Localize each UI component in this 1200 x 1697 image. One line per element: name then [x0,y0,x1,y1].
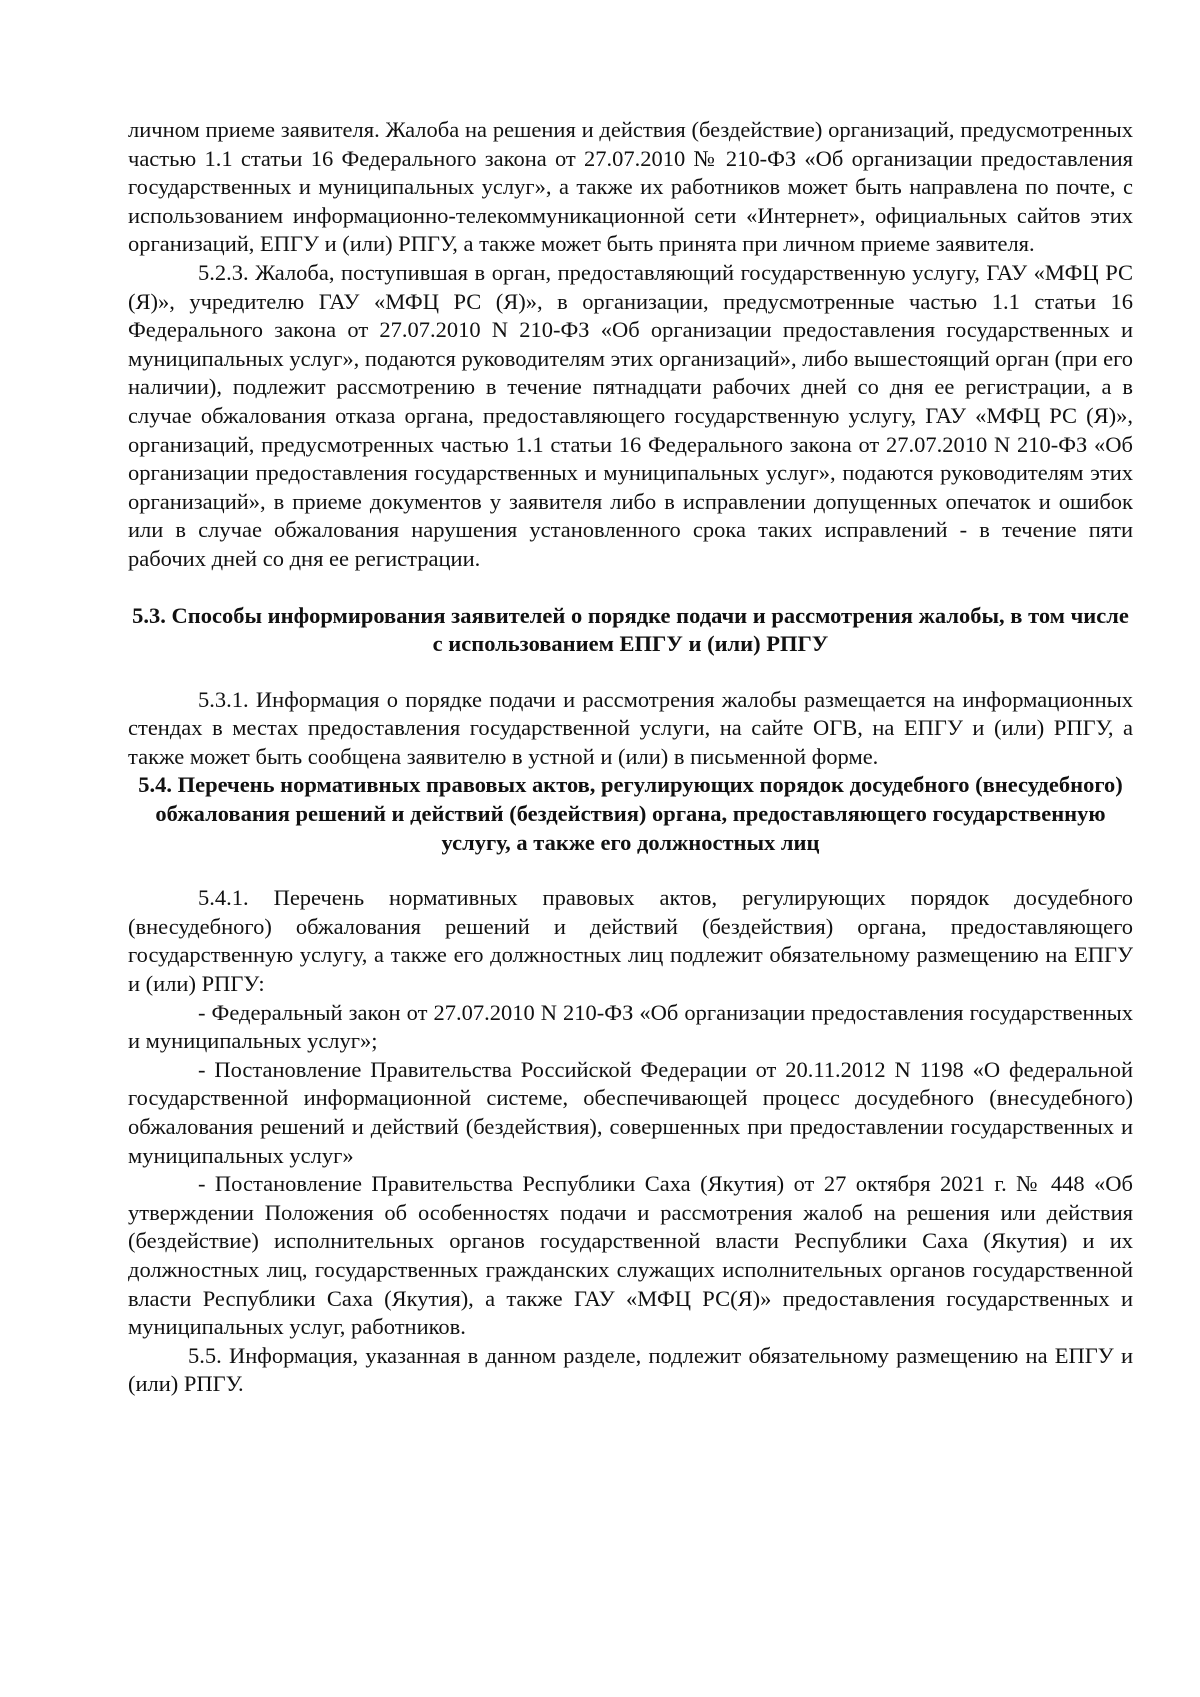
paragraph-5-3-1: 5.3.1. Информация о порядке подачи и рассмотрения жалобы размещается на информационных стендах в местах предоставления государственной услуги, на сайте ОГВ, на ЕПГУ и (или) РПГУ, а также может быть сообщена заявителю в устной и (или) в письменной форме. [128,686,1133,769]
heading-5-3: 5.3. Способы информирования заявителей о порядке подачи и рассмотрения жалобы, в том числе с использованием ЕПГУ и (или) РПГУ [132,602,1129,657]
list-item-federal-law: - Федеральный закон от 27.07.2010 N 210-ФЗ «Об организации предоставления государственных и муниципальных услуг»; [128,999,1133,1054]
list-item-yakutia-decree: - Постановление Правительства Республики Саха (Якутия) от 27 октября 2021 г. № 448 «Об утверждении Положения об особенностях подачи и рассмотрения жалоб на решения или действия (бездействие) исполнительных органов государственной власти Республики Саха (Якутия) и их должностных лиц, государственных гражданских служащих исполнительных органов государственной власти Республики Саха (Якутия), а также ГАУ «МФЦ РС(Я)» предоставления государственных и муниципальных услуг, работников. [128,1171,1133,1340]
document-page [128,116,1133,1399]
paragraph-5-2-3: 5.2.3. Жалоба, поступившая в орган, предоставляющий государственную услугу, ГАУ «МФЦ РС (Я)», учредителю ГАУ «МФЦ РС (Я)», в организации, предусмотренные частью 1.1 статьи 16 Федерального закона от 27.07.2010 N 210-ФЗ «Об организации предоставления государственных и муниципальных услуг», подаются руководителям этих организаций», либо вышестоящий орган (при его наличии), подлежит рассмотрению в течение пятнадцати рабочих дней со дня ее регистрации, а в случае обжалования отказа органа, предоставляющего государственную услугу, ГАУ «МФЦ РС (Я)», организаций, предусмотренных частью 1.1 статьи 16 Федерального закона от 27.07.2010 N 210-ФЗ «Об организации предоставления государственных и муниципальных услуг», подаются руководителям этих организаций», в приеме документов у заявителя либо в исправлении допущенных опечаток и ошибок или в случае обжалования нарушения установленного срока таких исправлений - в течение пяти рабочих дней со дня ее регистрации. [128,259,1133,571]
list-item-government-decree: - Постановление Правительства Российской Федерации от 20.11.2012 N 1198 «О федеральной государственной информационной системе, обеспечивающей процесс досудебного (внесудебного) обжалования решений и действий (бездействия), совершенных при предоставлении государственных и муниципальных услуг» [128,1056,1133,1168]
paragraph-intro: личном приеме заявителя. Жалоба на решения и действия (бездействие) организаций, предусмотренных частью 1.1 статьи 16 Федерального закона от 27.07.2010 № 210-ФЗ «Об организации предоставления государственных и муниципальных услуг», а также их работников может быть направлена по почте, с использованием информационно-телекоммуникационной сети «Интернет», официальных сайтов этих организаций, ЕПГУ и (или) РПГУ, а также может быть принята при личном приеме заявителя. [128,117,1133,257]
paragraph-5-4-1: 5.4.1. Перечень нормативных правовых актов, регулирующих порядок досудебного (внесудебного) обжалования решений и действий (бездействия) органа, предоставляющего государственную услугу, а также его должностных лиц подлежит обязательному размещению на ЕПГУ и (или) РПГУ: [128,885,1133,997]
paragraph-5-5: 5.5. Информация, указанная в данном разделе, подлежит обязательному размещению на ЕПГУ и (или) РПГУ. [128,1342,1133,1397]
heading-5-4: 5.4. Перечень нормативных правовых актов, регулирующих порядок досудебного (внесудебного) обжалования решений и действий (бездействия) органа, предоставляющего государственную услугу, а также его должностных лиц [138,772,1123,855]
